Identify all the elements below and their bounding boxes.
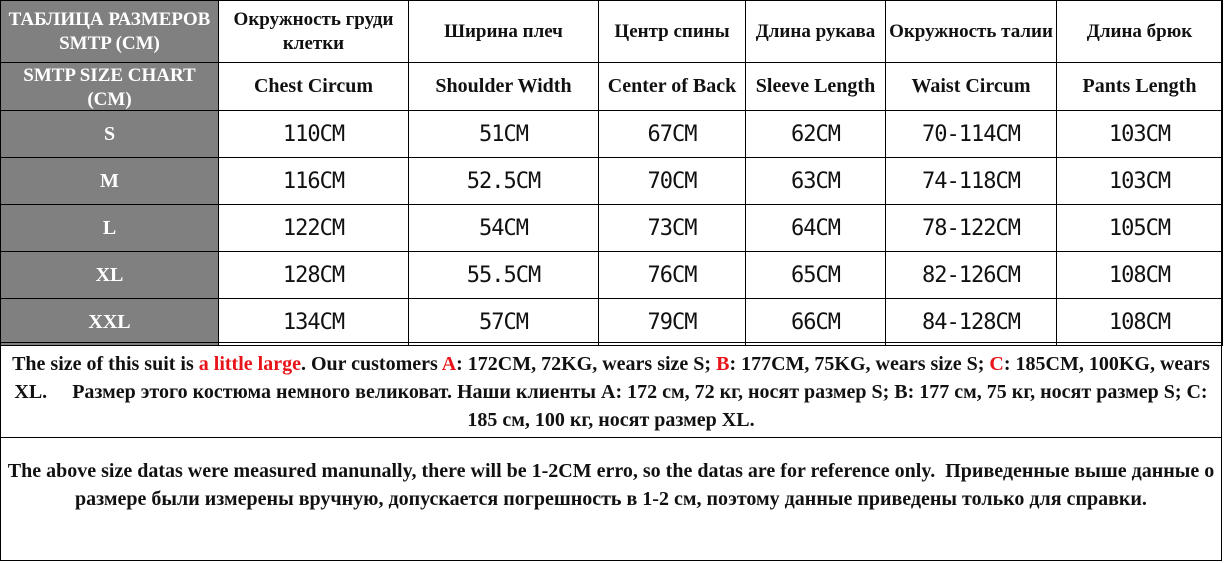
table-cell: 51CM bbox=[409, 111, 599, 158]
col-head-en: Chest Circum bbox=[219, 63, 409, 111]
table-cell: 78-122CM bbox=[886, 205, 1057, 252]
col-head-en: Waist Circum bbox=[886, 63, 1057, 111]
size-label: XL bbox=[1, 252, 219, 299]
table-cell: 82-126CM bbox=[886, 252, 1057, 299]
fit-note-text: The size of this suit is bbox=[12, 353, 199, 375]
fit-note-highlight: a little large bbox=[198, 353, 301, 375]
fit-note bbox=[0, 342, 1222, 438]
table-cell: 134CM bbox=[219, 299, 409, 346]
table-cell: 66CM bbox=[746, 299, 886, 346]
col-head-en: Center of Back bbox=[599, 63, 746, 111]
col-head-ru: Длина рукава bbox=[746, 1, 886, 63]
table-cell: 122CM bbox=[219, 205, 409, 252]
table-cell: 62CM bbox=[746, 111, 886, 158]
col-head-en: Pants Length bbox=[1057, 63, 1223, 111]
table-cell: 103CM bbox=[1057, 158, 1223, 205]
table-row bbox=[1, 205, 1223, 252]
col-head-ru: Ширина плеч bbox=[409, 1, 599, 63]
table-cell: 73CM bbox=[599, 205, 746, 252]
table-cell: 64CM bbox=[746, 205, 886, 252]
header-row-ru bbox=[1, 1, 1223, 63]
fit-note-text: : 177CM, 75KG, wears size S; bbox=[729, 353, 990, 375]
col-head-ru: Окружность талии bbox=[886, 1, 1057, 63]
size-label: XXL bbox=[1, 299, 219, 346]
table-cell: 63CM bbox=[746, 158, 886, 205]
fit-note-text: . Our customers bbox=[300, 353, 442, 375]
size-label: S bbox=[1, 111, 219, 158]
table-cell: 54CM bbox=[409, 205, 599, 252]
table-cell: 70-114CM bbox=[886, 111, 1057, 158]
table-cell: 52.5CM bbox=[409, 158, 599, 205]
measurement-note-en: The above size datas were measured manunally, there will be 1-2CM erro, so the datas are for reference only. bbox=[7, 460, 936, 482]
table-cell: 108CM bbox=[1057, 252, 1223, 299]
table-cell: 67CM bbox=[599, 111, 746, 158]
table-cell: 70CM bbox=[599, 158, 746, 205]
table-cell: 128CM bbox=[219, 252, 409, 299]
fit-note-text: : 172CM, 72KG, wears size S; bbox=[456, 353, 717, 375]
table-cell: 74-118CM bbox=[886, 158, 1057, 205]
table-cell: 103CM bbox=[1057, 111, 1223, 158]
table-row bbox=[1, 252, 1223, 299]
corner-title-ru: ТАБЛИЦА РАЗМЕРОВ SMTP (CM) bbox=[1, 1, 219, 63]
measurement-note-ru: Приведенные выше данные о размере были измерены вручную, допускается погрешность в 1-2 см, поэтому данные приведены только для справки. bbox=[75, 460, 1215, 510]
table-cell: 108CM bbox=[1057, 299, 1223, 346]
size-label: M bbox=[1, 158, 219, 205]
customer-a-label: A bbox=[441, 353, 457, 375]
table-cell: 65CM bbox=[746, 252, 886, 299]
col-head-ru: Окружность груди клетки bbox=[219, 1, 409, 63]
col-head-ru: Длина брюк bbox=[1057, 1, 1223, 63]
fit-note-text: : 185CM, 100KG, wears XL. bbox=[14, 353, 1210, 403]
table-cell: 76CM bbox=[599, 252, 746, 299]
table-cell: 79CM bbox=[599, 299, 746, 346]
table-cell: 105CM bbox=[1057, 205, 1223, 252]
table-cell: 110CM bbox=[219, 111, 409, 158]
col-head-en: Sleeve Length bbox=[746, 63, 886, 111]
corner-title-en bbox=[1, 63, 219, 111]
table-cell: 116CM bbox=[219, 158, 409, 205]
customer-c-label: C bbox=[989, 353, 1004, 375]
col-head-en: Shoulder Width bbox=[409, 63, 599, 111]
header-row-en bbox=[1, 63, 1223, 111]
size-label: L bbox=[1, 205, 219, 252]
customer-b-label: B bbox=[716, 353, 730, 375]
table-row bbox=[1, 111, 1223, 158]
col-head-ru: Центр спины bbox=[599, 1, 746, 63]
measurement-note bbox=[0, 437, 1222, 561]
fit-note-ru: Размер этого костюма немного великоват. Наши клиенты A: 172 см, 72 кг, носят размер S; B: 177 см, 75 кг, носят размер S; C: 185 см, 100 кг, носят размер XL. bbox=[72, 381, 1208, 431]
table-cell: 55.5CM bbox=[409, 252, 599, 299]
table-cell: 84-128CM bbox=[886, 299, 1057, 346]
table-cell: 57CM bbox=[409, 299, 599, 346]
table-row bbox=[1, 299, 1223, 346]
corner-title-en-text: SMTP SIZE CHART (CM) bbox=[23, 65, 196, 110]
table-row bbox=[1, 158, 1223, 205]
